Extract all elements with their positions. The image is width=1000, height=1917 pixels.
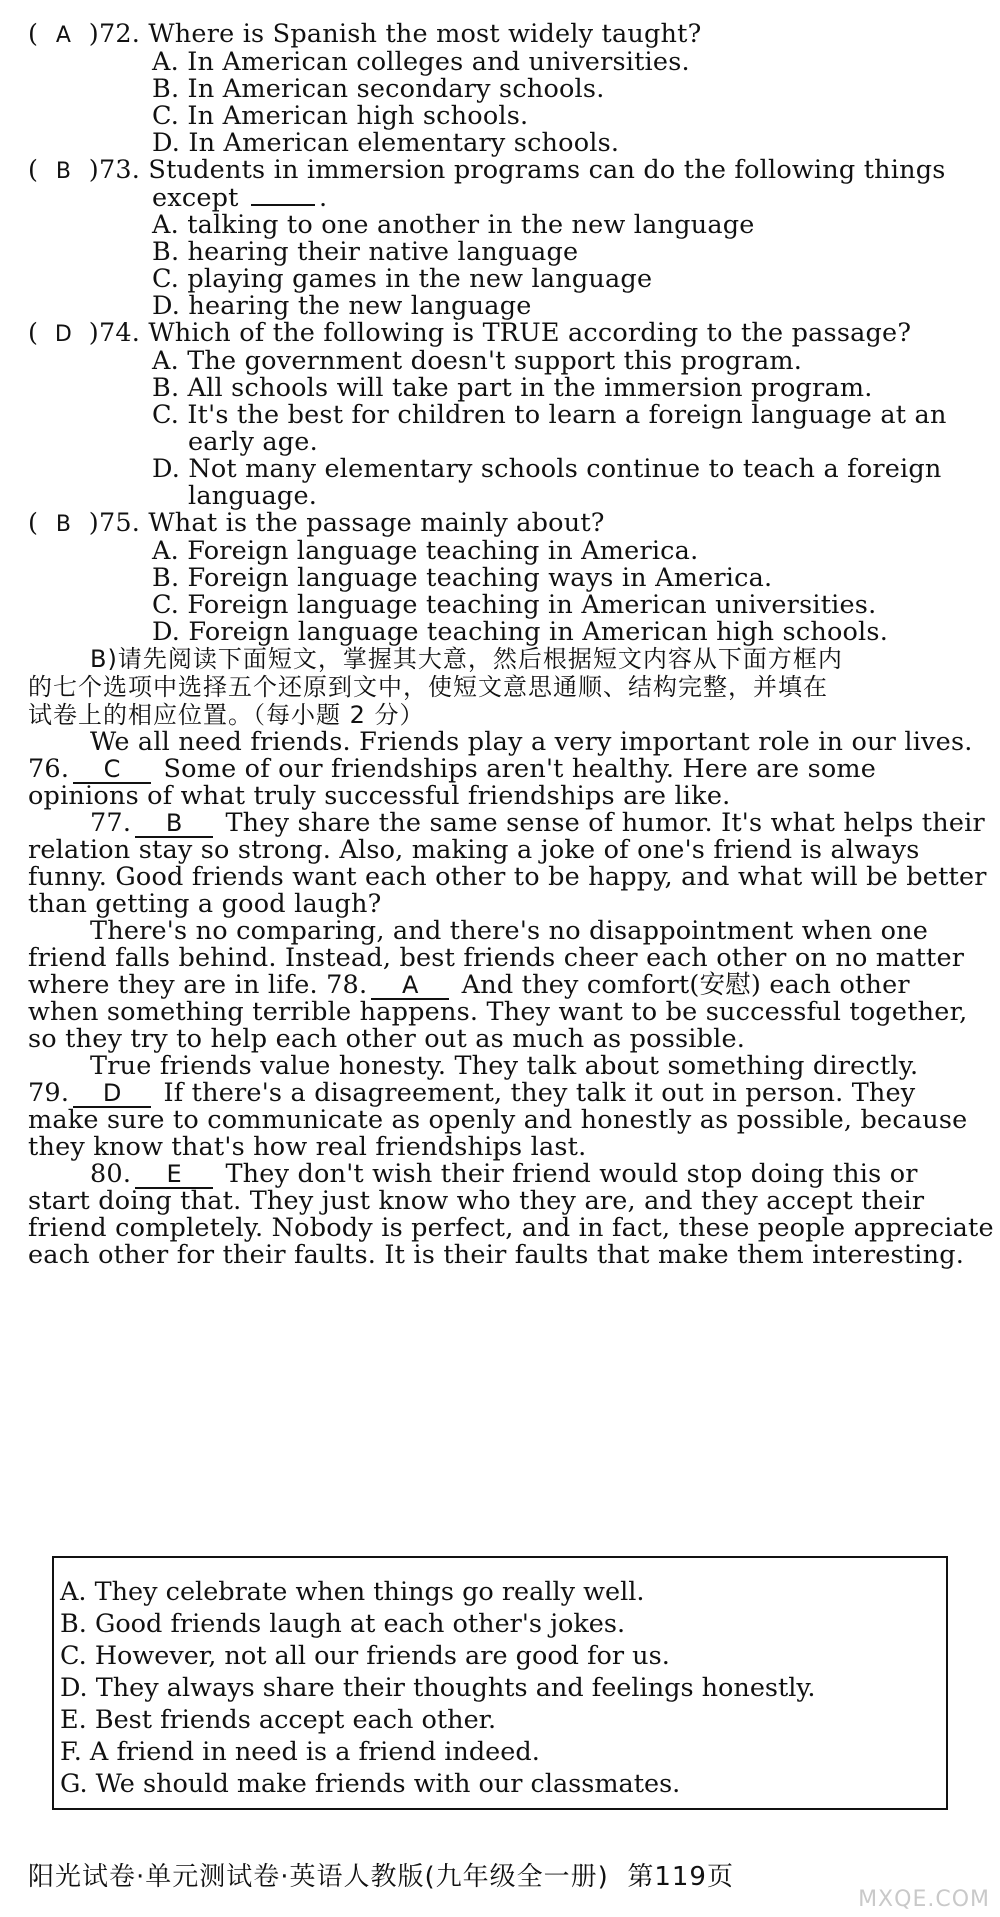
option: B. Foreign language teaching ways in America. [152, 563, 773, 593]
answer-blank-79: D [73, 1080, 151, 1108]
passage-line: when something terrible happens. They want to be successful together, [28, 997, 968, 1027]
answer-mark: A [55, 23, 72, 48]
page-footer: 阳光试卷·单元测试卷·英语人教版(九年级全一册) 第119页 [28, 1862, 734, 1892]
section-b-instruction: B)请先阅读下面短文，掌握其大意，然后根据短文内容从下面方框内 [90, 645, 843, 673]
box-option: B. Good friends laugh at each other's jokes. [60, 1609, 626, 1639]
answer-blank-76: C [73, 756, 151, 784]
option: C. In American high schools. [152, 101, 529, 131]
passage-line: they know that's how real friendships last. [28, 1132, 587, 1162]
option: A. Foreign language teaching in America. [152, 536, 699, 566]
question-text: 72. Where is Spanish the most widely taught? [98, 19, 702, 49]
passage-line: 77. B They share the same sense of humor. It's what helps their [90, 808, 985, 838]
section-b-instruction: 的七个选项中选择五个还原到文中，使短文意思通顺、结构完整，并填在 [28, 673, 828, 701]
box-option: D. They always share their thoughts and feelings honestly. [60, 1673, 816, 1703]
question-74: ( D )74. Which of the following is TRUE according to the passage? [28, 317, 1000, 351]
passage-line: There's no comparing, and there's no disappointment when one [90, 916, 929, 946]
option: B. hearing their native language [152, 237, 579, 267]
answer-blank [251, 204, 315, 206]
option: D. In American elementary schools. [152, 128, 620, 158]
question-73-continuation: except . [152, 183, 328, 213]
option: C. It's the best for children to learn a foreign language at an [152, 400, 947, 430]
watermark-logo [764, 1830, 994, 1914]
question-73: ( B )73. Students in immersion programs can do the following things [28, 154, 1000, 188]
passage-line: start doing that. They just know who they are, and they accept their [28, 1186, 925, 1216]
passage-line: True friends value honesty. They talk about something directly. [90, 1051, 919, 1081]
passage-line: friend completely. Nobody is perfect, and in fact, these people appreciate [28, 1213, 994, 1243]
passage-line: where they are in life. 78. A And they comfort(安慰) each other [28, 970, 910, 1000]
box-option: A. They celebrate when things go really well. [60, 1577, 645, 1607]
passage-line: make sure to communicate as openly and honestly as possible, because [28, 1105, 968, 1135]
answer-blank-80: E [135, 1161, 213, 1189]
answer-blank-78: A [371, 972, 449, 1000]
passage-line: 79. D If there's a disagreement, they talk it out in person. They [28, 1078, 916, 1108]
option: B. All schools will take part in the immersion program. [152, 373, 873, 403]
answer-mark: B [55, 159, 72, 184]
passage-line: relation stay so strong. Also, making a joke of one's friend is always [28, 835, 920, 865]
passage-line: funny. Good friends want each other to be happy, and what will be better [28, 862, 987, 892]
passage-line: so they try to help each other out as much as possible. [28, 1024, 746, 1054]
section-b-instruction: 试卷上的相应位置。（每小题 2 分） [28, 701, 425, 729]
box-option: C. However, not all our friends are good for us. [60, 1641, 670, 1671]
box-option: F. A friend in need is a friend indeed. [60, 1737, 540, 1767]
box-option: E. Best friends accept each other. [60, 1705, 497, 1735]
option: D. Foreign language teaching in American high schools. [152, 617, 888, 647]
answer-mark: D [54, 322, 73, 347]
option: A. talking to one another in the new language [152, 210, 755, 240]
option-continuation: early age. [188, 427, 318, 457]
question-text: 75. What is the passage mainly about? [98, 508, 605, 538]
option: C. playing games in the new language [152, 264, 653, 294]
option-continuation: language. [188, 481, 318, 511]
option: D. Not many elementary schools continue to teach a foreign [152, 454, 942, 484]
passage-line: We all need friends. Friends play a very important role in our lives. [90, 727, 973, 757]
passage-line: 80. E They don't wish their friend would stop doing this or [90, 1159, 918, 1189]
options-box [52, 1556, 948, 1810]
passage-line: 76. C Some of our friendships aren't healthy. Here are some [28, 754, 877, 784]
answer-mark: B [55, 512, 72, 537]
question-text: 73. Students in immersion programs can do the following things [98, 155, 946, 185]
option: B. In American secondary schools. [152, 74, 605, 104]
watermark-text: MXQE.COM [858, 1887, 990, 1912]
question-75: ( B )75. What is the passage mainly about? [28, 507, 1000, 541]
question-72: ( A )72. Where is Spanish the most widely taught? [28, 18, 1000, 52]
passage-line: friend falls behind. Instead, best friends cheer each other on no matter [28, 943, 965, 973]
option: A. The government doesn't support this program. [152, 346, 803, 376]
passage-line: each other for their faults. It is their faults that make them interesting. [28, 1240, 965, 1270]
option: A. In American colleges and universities. [152, 47, 690, 77]
passage-line: than getting a good laugh? [28, 889, 382, 919]
passage-line: opinions of what truly successful friendships are like. [28, 781, 731, 811]
question-text: 74. Which of the following is TRUE according to the passage? [98, 318, 912, 348]
option: D. hearing the new language [152, 291, 532, 321]
answer-blank-77: B [135, 810, 213, 838]
option: C. Foreign language teaching in American universities. [152, 590, 877, 620]
box-option: G. We should make friends with our classmates. [60, 1769, 681, 1799]
